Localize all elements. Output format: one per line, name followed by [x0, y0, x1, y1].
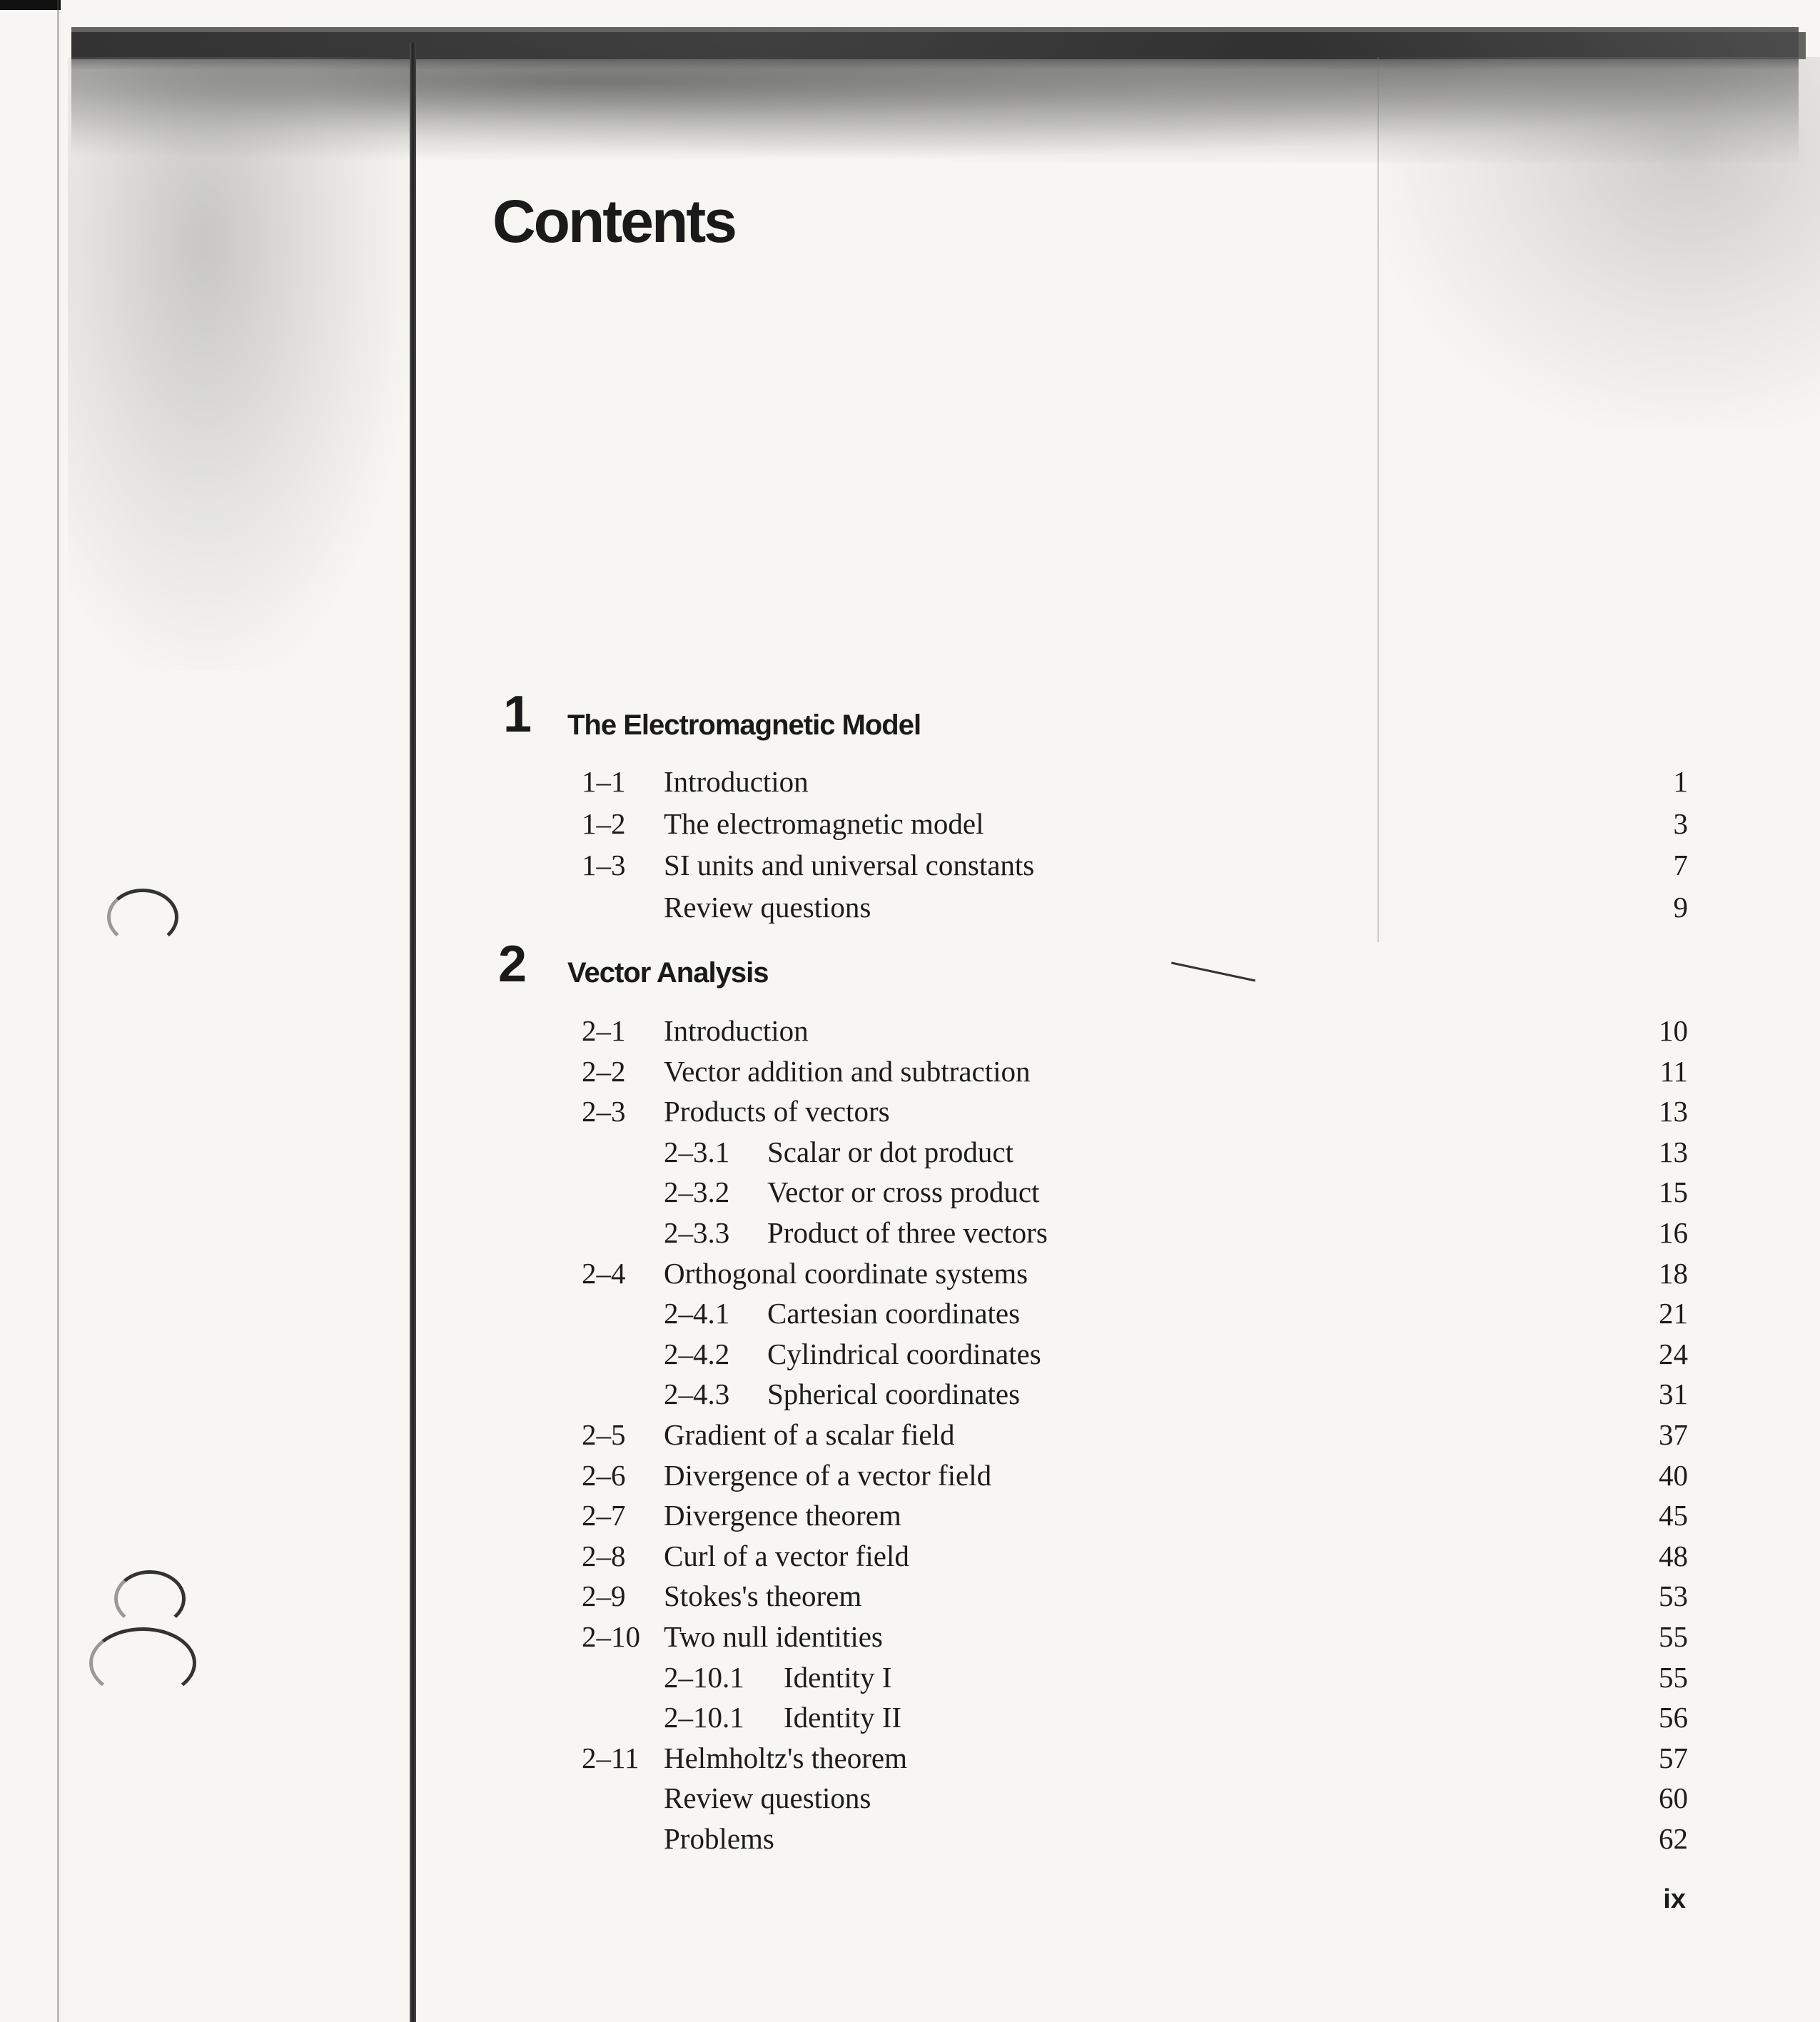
section-number: 2–3.1	[664, 1135, 730, 1168]
section-number: 2–9	[582, 1579, 626, 1613]
toc-entry	[0, 845, 1820, 885]
toc-entry	[0, 1536, 1820, 1576]
section-number: 2–7	[582, 1499, 626, 1532]
stray-mark	[1171, 962, 1255, 982]
section-title: Introduction	[664, 1014, 809, 1047]
section-number: 2–10	[582, 1620, 640, 1653]
toc-entry	[0, 1051, 1820, 1091]
section-title: SI units and universal constants	[664, 849, 1035, 881]
section-page-number: 3	[1673, 807, 1688, 840]
section-title: Vector addition and subtraction	[664, 1054, 1031, 1088]
section-title: Two null identities	[664, 1620, 883, 1653]
section-title: Divergence theorem	[664, 1499, 901, 1532]
section-number: 2–2	[582, 1054, 626, 1088]
toc-entry	[0, 1819, 1820, 1859]
section-page-number: 1	[1673, 765, 1688, 798]
page-number: ix	[1663, 1884, 1686, 1914]
toc-entry	[0, 1657, 1820, 1697]
section-page-number: 13	[1659, 1135, 1688, 1168]
toc-entry	[0, 1455, 1820, 1495]
section-title: Cylindrical coordinates	[767, 1337, 1041, 1370]
section-number: 1–2	[582, 807, 626, 840]
section-page-number: 37	[1659, 1418, 1688, 1451]
toc-entry	[0, 762, 1820, 802]
section-number: 2–4	[582, 1256, 626, 1290]
toc-entry	[0, 1213, 1820, 1253]
toc-entry	[0, 1132, 1820, 1172]
toc-entry	[0, 1576, 1820, 1616]
section-page-number: 48	[1659, 1539, 1688, 1572]
section-title: Stokes's theorem	[664, 1579, 862, 1613]
toc-entry	[0, 1697, 1820, 1737]
section-number: 2–6	[582, 1458, 626, 1492]
section-page-number: 55	[1659, 1660, 1688, 1694]
toc-entry	[0, 1091, 1820, 1131]
scan-shadow-left	[68, 57, 410, 671]
section-number: 2–10.1	[664, 1660, 744, 1694]
scan-edge-bar	[71, 32, 1806, 59]
section-title: Product of three vectors	[767, 1216, 1048, 1249]
section-page-number: 11	[1659, 1054, 1688, 1088]
toc-entry	[0, 1495, 1820, 1535]
section-number: 2–1	[582, 1014, 626, 1047]
section-page-number: 62	[1659, 1822, 1688, 1855]
toc-entry	[0, 1738, 1820, 1778]
toc-entry	[0, 1778, 1820, 1818]
section-page-number: 45	[1659, 1499, 1688, 1532]
section-title: Scalar or dot product	[767, 1135, 1013, 1168]
page-title: Contents	[492, 188, 735, 255]
section-page-number: 21	[1659, 1297, 1688, 1330]
section-page-number: 55	[1659, 1620, 1688, 1653]
section-page-number: 7	[1673, 849, 1688, 881]
chapter-title: The Electromagnetic Model	[567, 709, 921, 741]
toc-entry	[0, 1334, 1820, 1374]
section-title: The electromagnetic model	[664, 807, 984, 840]
toc-entry	[0, 1293, 1820, 1333]
toc-entry	[0, 804, 1820, 844]
section-title: Review questions	[664, 890, 871, 924]
section-title: Curl of a vector field	[664, 1539, 909, 1572]
section-page-number: 31	[1659, 1378, 1688, 1411]
section-page-number: 57	[1659, 1741, 1688, 1774]
section-title: Cartesian coordinates	[767, 1297, 1021, 1330]
section-number: 2–4.2	[664, 1337, 730, 1370]
section-number: 1–3	[582, 849, 626, 881]
section-page-number: 18	[1659, 1256, 1688, 1290]
section-page-number: 53	[1659, 1579, 1688, 1613]
section-number: 2–11	[582, 1741, 639, 1774]
section-title: Products of vectors	[664, 1095, 890, 1128]
section-title: Identity II	[784, 1701, 902, 1734]
section-title: Spherical coordinates	[767, 1378, 1021, 1411]
section-title: Review questions	[664, 1781, 871, 1815]
section-page-number: 9	[1673, 890, 1688, 924]
scan-corner-mark	[0, 0, 61, 10]
section-title: Identity I	[784, 1660, 892, 1694]
toc-entry	[0, 1011, 1820, 1051]
section-number: 2–4.3	[664, 1378, 730, 1411]
section-number: 1–1	[582, 765, 626, 798]
section-title: Problems	[664, 1822, 774, 1855]
section-number: 2–5	[582, 1418, 626, 1451]
section-number: 2–3	[582, 1095, 626, 1128]
section-page-number: 13	[1659, 1095, 1688, 1128]
toc-entry	[0, 1617, 1820, 1657]
section-page-number: 60	[1659, 1781, 1688, 1815]
section-number: 2–8	[582, 1539, 626, 1572]
toc-entry	[0, 1415, 1820, 1455]
chapter-number: 1	[503, 686, 532, 743]
section-page-number: 15	[1659, 1176, 1688, 1209]
chapter-title: Vector Analysis	[567, 957, 769, 989]
section-number: 2–3.2	[664, 1176, 730, 1209]
section-number: 2–3.3	[664, 1216, 730, 1249]
section-page-number: 56	[1659, 1701, 1688, 1734]
section-title: Gradient of a scalar field	[664, 1418, 955, 1451]
scan-shadow-right	[1377, 57, 1820, 428]
toc-entry	[0, 887, 1820, 927]
chapter-number: 2	[498, 936, 527, 993]
toc-entry	[0, 1172, 1820, 1212]
section-page-number: 16	[1659, 1216, 1688, 1249]
section-page-number: 24	[1659, 1337, 1688, 1370]
section-number: 2–10.1	[664, 1701, 744, 1734]
section-page-number: 10	[1659, 1014, 1688, 1047]
section-title: Vector or cross product	[767, 1176, 1040, 1209]
section-number: 2–4.1	[664, 1297, 730, 1330]
toc-entry	[0, 1374, 1820, 1414]
section-title: Helmholtz's theorem	[664, 1741, 907, 1774]
section-title: Orthogonal coordinate systems	[664, 1256, 1028, 1290]
section-title: Divergence of a vector field	[664, 1458, 992, 1492]
toc-entry	[0, 1253, 1820, 1293]
section-page-number: 40	[1659, 1458, 1688, 1492]
section-title: Introduction	[664, 765, 809, 798]
